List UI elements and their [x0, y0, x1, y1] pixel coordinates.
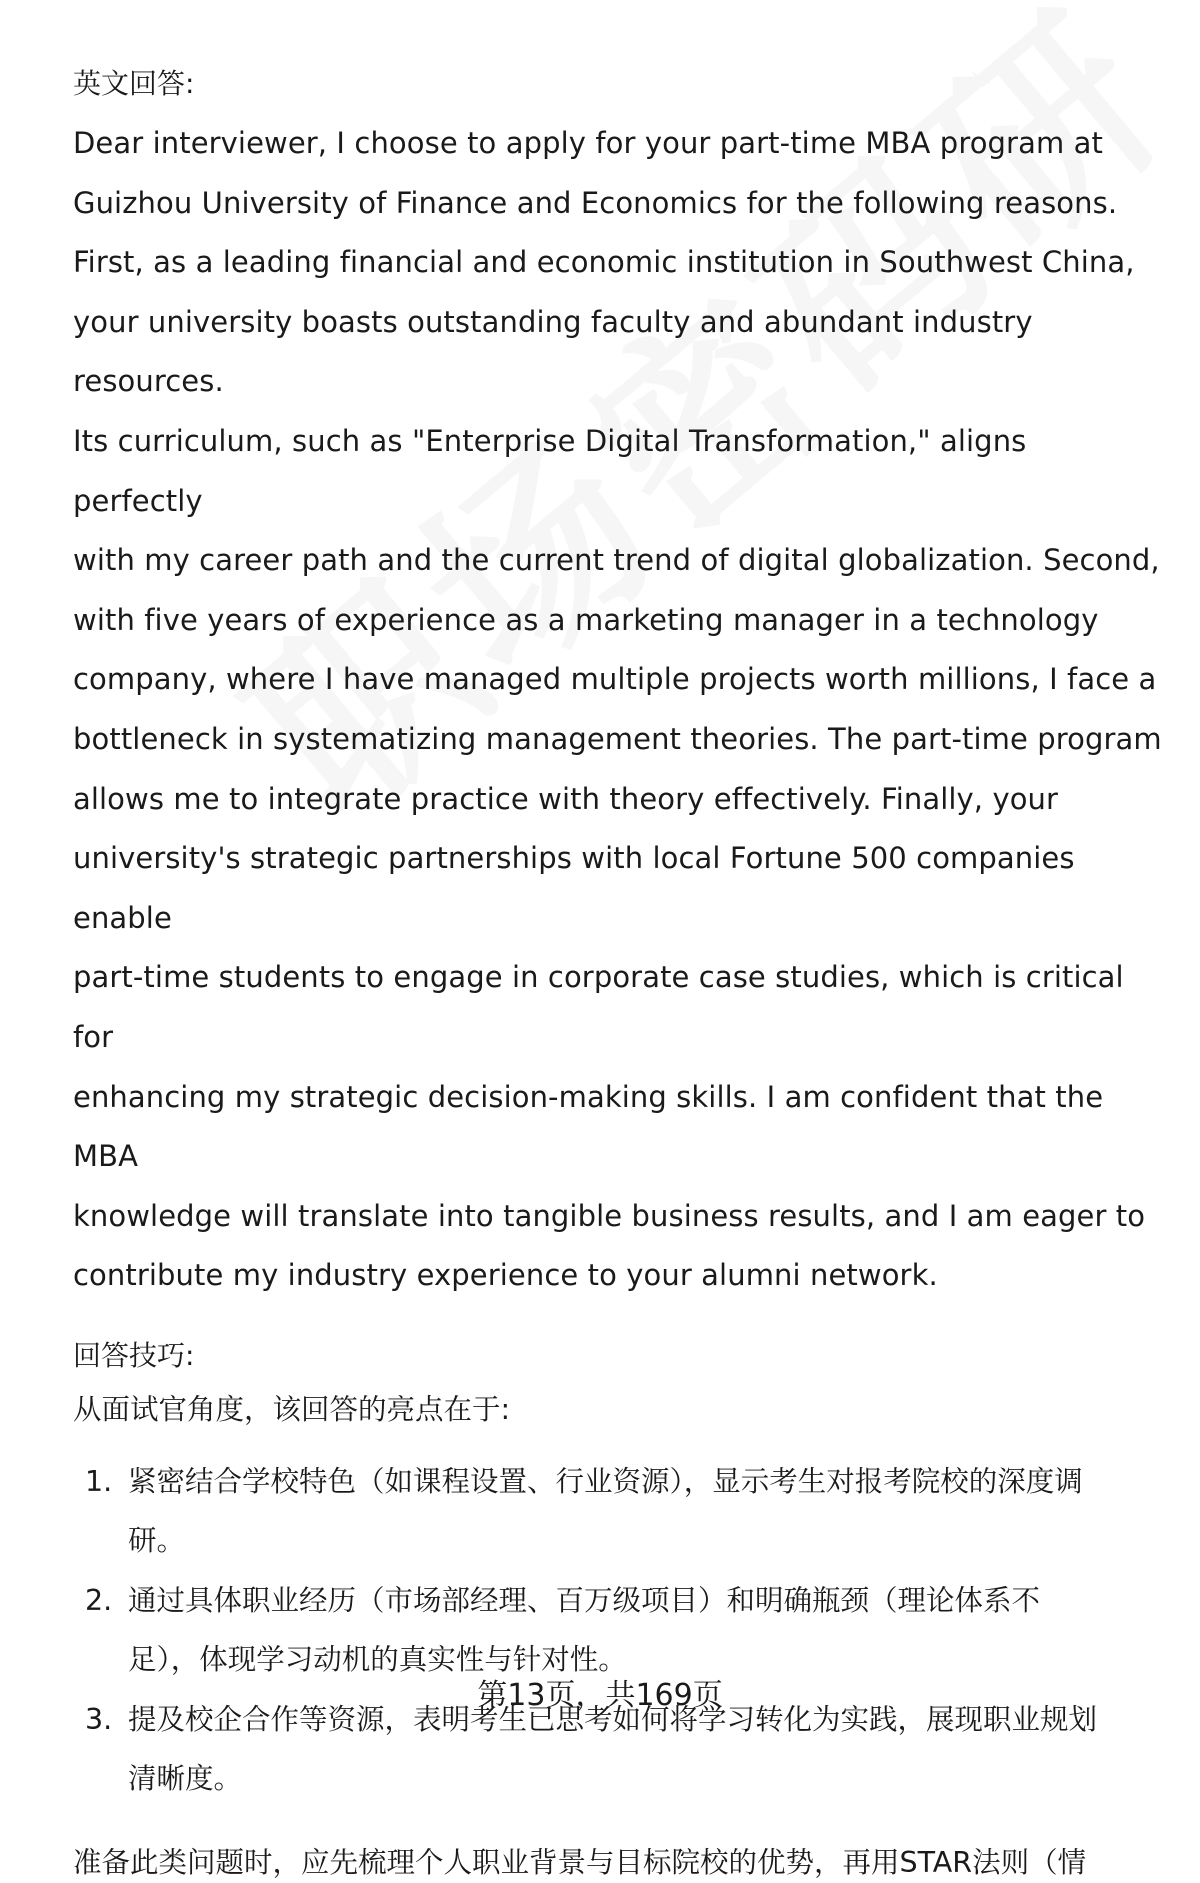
english-answer-line: Guizhou University of Finance and Economics for the following reasons. [73, 185, 1118, 220]
list-item [73, 1452, 1163, 1571]
english-answer-heading: 英文回答: [73, 67, 195, 100]
english-answer-line: part-time students to engage in corporate case studies, which is critical for [73, 960, 1124, 1054]
english-answer-line: with my career path and the current trend of digital globalization. Second, [73, 543, 1160, 578]
tips-heading: 回答技巧: [73, 1338, 195, 1372]
page-content [73, 64, 1163, 1883]
list-item-number: 3. [85, 1702, 113, 1736]
english-answer-line: Dear interviewer, I choose to apply for your part-time MBA program at [73, 126, 1103, 160]
english-answer-body [73, 114, 1163, 1306]
english-answer-line: allows me to integrate practice with theory effectively. Finally, your [73, 781, 1059, 816]
tips-closing: 准备此类问题时，应先梳理个人职业背景与目标院校的优势，再用STAR法则（情 [73, 1845, 1087, 1879]
list-item-text: 足），体现学习动机的真实性与针对性。 [128, 1643, 627, 1677]
list-item-text: 研。 [128, 1524, 186, 1558]
list-item-text: 清晰度。 [128, 1762, 243, 1796]
list-item-number: 1. [85, 1464, 113, 1498]
english-answer-line: Its curriculum, such as "Enterprise Digital Transformation," aligns perfectly [73, 423, 1027, 518]
list-item-text: 通过具体职业经历（市场部经理、百万级项目）和明确瓶颈（理论体系不 [128, 1583, 1041, 1617]
english-answer-line: First, as a leading financial and economic institution in Southwest China, [73, 245, 1135, 280]
tips-list [73, 1452, 1163, 1809]
english-answer-line: knowledge will translate into tangible business results, and I am eager to [73, 1198, 1146, 1233]
list-item-text: 紧密结合学校特色（如课程设置、行业资源），显示考生对报考院校的深度调 [128, 1464, 1083, 1498]
page-number: 第13页，共169页 [477, 1678, 723, 1713]
english-answer-line: contribute my industry experience to your alumni network. [73, 1258, 938, 1293]
english-answer-line: bottleneck in systematizing management theories. The part-time program [73, 721, 1162, 756]
list-item-text: 提及校企合作等资源，表明考生已思考如何将学习转化为实践，展现职业规划 [128, 1702, 1098, 1736]
tips-intro: 从面试官角度，该回答的亮点在于: [73, 1392, 511, 1426]
list-item [73, 1571, 1163, 1690]
english-answer-line: enhancing my strategic decision-making skills. I am confident that the MBA [73, 1079, 1104, 1174]
list-item-number: 2. [85, 1583, 113, 1617]
english-answer-line: your university boasts outstanding faculty and abundant industry resources. [73, 304, 1033, 399]
english-answer-line: university's strategic partnerships with local Fortune 500 companies enable [73, 841, 1075, 935]
english-answer-line: company, where I have managed multiple projects worth millions, I face a [73, 662, 1157, 697]
english-answer-line: with five years of experience as a marketing manager in a technology [73, 602, 1099, 637]
